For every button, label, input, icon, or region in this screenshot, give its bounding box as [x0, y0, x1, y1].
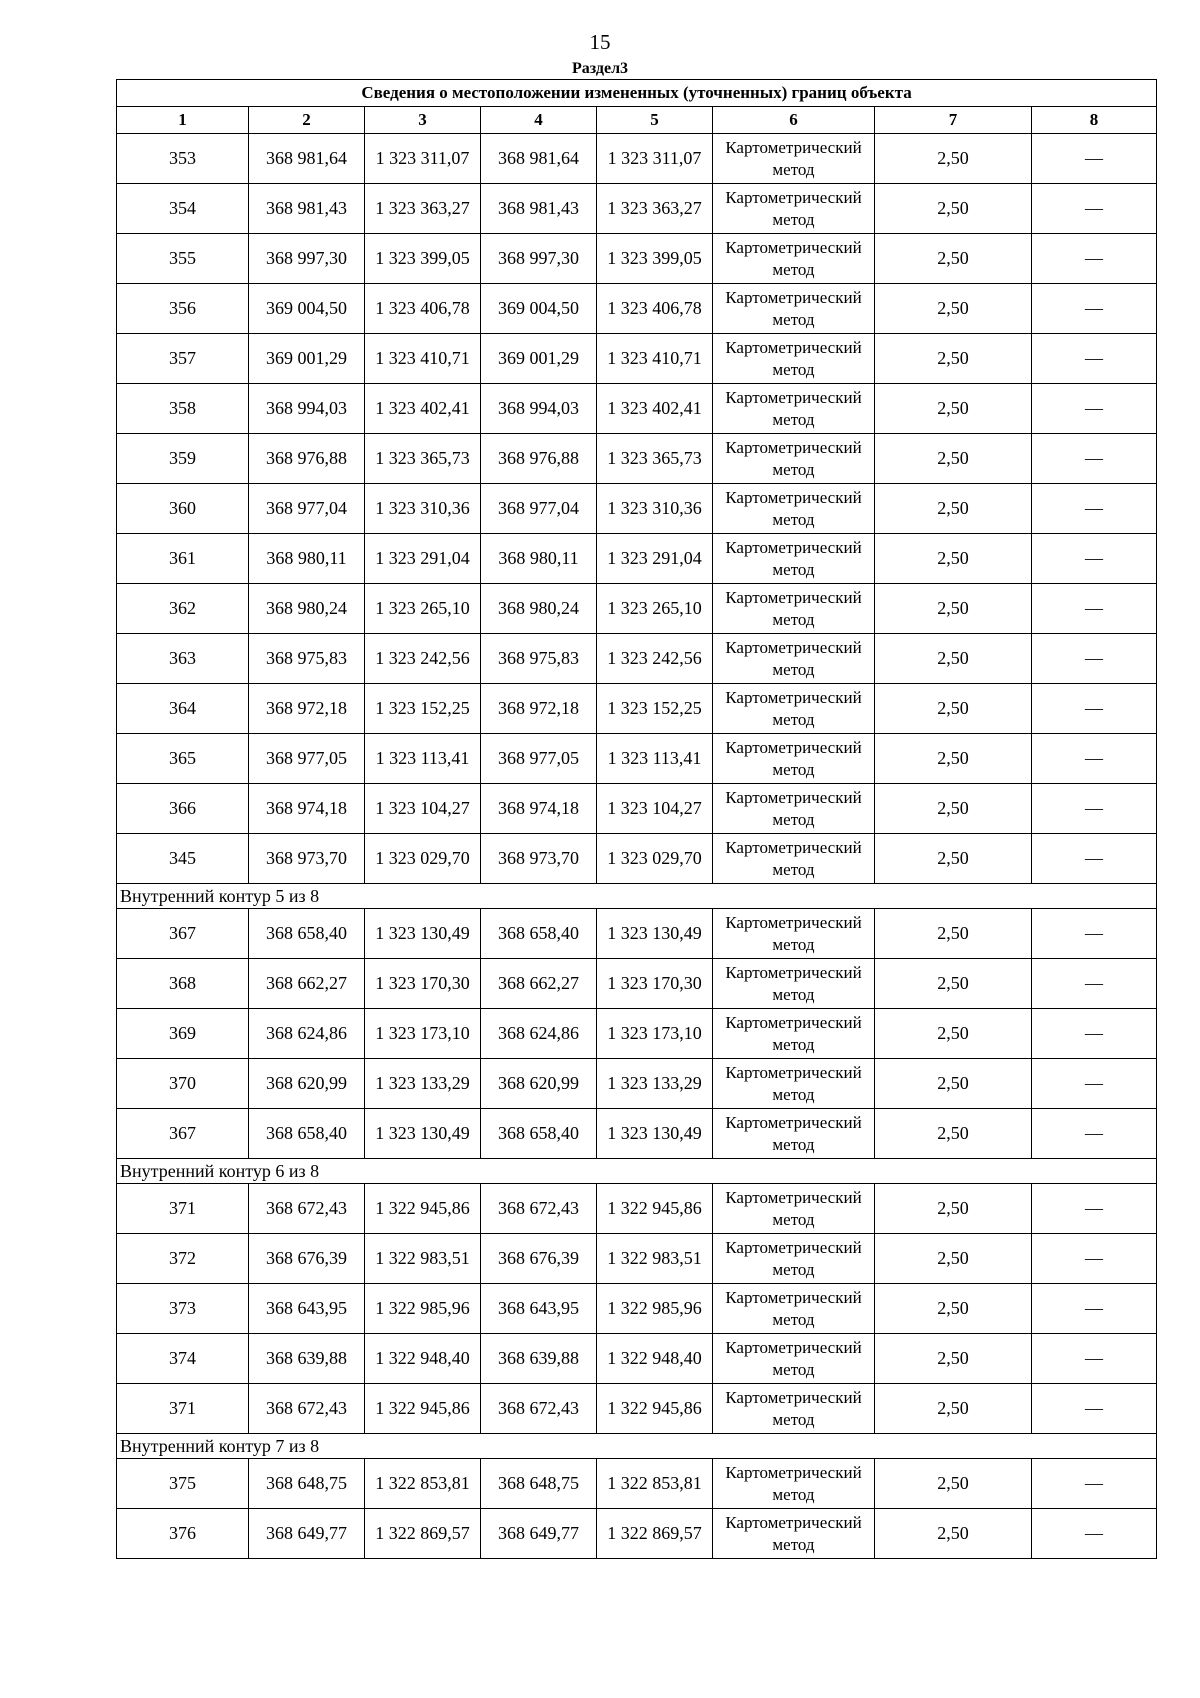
description-cell: —	[1032, 334, 1157, 384]
old-x-cell: 369 001,29	[249, 334, 365, 384]
old-x-cell: 368 975,83	[249, 634, 365, 684]
new-y-cell: 1 323 152,25	[597, 684, 713, 734]
old-x-cell: 368 980,24	[249, 584, 365, 634]
old-x-cell: 368 997,30	[249, 234, 365, 284]
column-number-cell: 7	[875, 107, 1032, 134]
accuracy-cell: 2,50	[875, 1059, 1032, 1109]
accuracy-cell: 2,50	[875, 784, 1032, 834]
old-y-cell: 1 323 311,07	[365, 134, 481, 184]
point-number-cell: 362	[117, 584, 249, 634]
new-x-cell: 368 980,24	[481, 584, 597, 634]
method-cell: Картометрический метод	[713, 684, 875, 734]
table-row	[117, 1284, 1157, 1334]
new-x-cell: 368 620,99	[481, 1059, 597, 1109]
table-row	[117, 184, 1157, 234]
method-cell: Картометрический метод	[713, 584, 875, 634]
new-y-cell: 1 323 399,05	[597, 234, 713, 284]
accuracy-cell: 2,50	[875, 1184, 1032, 1234]
method-cell: Картометрический метод	[713, 1509, 875, 1559]
method-cell: Картометрический метод	[713, 284, 875, 334]
method-cell: Картометрический метод	[713, 1184, 875, 1234]
description-cell: —	[1032, 284, 1157, 334]
point-number-cell: 367	[117, 1109, 249, 1159]
old-x-cell: 368 981,64	[249, 134, 365, 184]
new-x-cell: 368 972,18	[481, 684, 597, 734]
old-y-cell: 1 323 130,49	[365, 1109, 481, 1159]
accuracy-cell: 2,50	[875, 734, 1032, 784]
accuracy-cell: 2,50	[875, 834, 1032, 884]
method-cell: Картометрический метод	[713, 1059, 875, 1109]
new-x-cell: 368 672,43	[481, 1384, 597, 1434]
accuracy-cell: 2,50	[875, 184, 1032, 234]
method-cell: Картометрический метод	[713, 1384, 875, 1434]
accuracy-cell: 2,50	[875, 1334, 1032, 1384]
table-row	[117, 484, 1157, 534]
method-cell: Картометрический метод	[713, 1009, 875, 1059]
old-x-cell: 368 620,99	[249, 1059, 365, 1109]
accuracy-cell: 2,50	[875, 484, 1032, 534]
old-y-cell: 1 323 402,41	[365, 384, 481, 434]
new-x-cell: 368 975,83	[481, 634, 597, 684]
old-y-cell: 1 323 291,04	[365, 534, 481, 584]
table-row	[117, 534, 1157, 584]
old-x-cell: 368 980,11	[249, 534, 365, 584]
point-number-cell: 354	[117, 184, 249, 234]
point-number-cell: 372	[117, 1234, 249, 1284]
method-cell: Картометрический метод	[713, 834, 875, 884]
accuracy-cell: 2,50	[875, 909, 1032, 959]
old-y-cell: 1 323 029,70	[365, 834, 481, 884]
old-x-cell: 368 976,88	[249, 434, 365, 484]
column-number-row	[117, 107, 1157, 134]
old-y-cell: 1 322 985,96	[365, 1284, 481, 1334]
table-row	[117, 1184, 1157, 1234]
description-cell: —	[1032, 134, 1157, 184]
point-number-cell: 353	[117, 134, 249, 184]
table-row	[117, 784, 1157, 834]
new-y-cell: 1 323 291,04	[597, 534, 713, 584]
new-x-cell: 368 994,03	[481, 384, 597, 434]
description-cell: —	[1032, 684, 1157, 734]
old-y-cell: 1 322 945,86	[365, 1184, 481, 1234]
boundary-coordinates-table	[116, 79, 1157, 1559]
point-number-cell: 363	[117, 634, 249, 684]
new-y-cell: 1 323 104,27	[597, 784, 713, 834]
new-x-cell: 368 981,64	[481, 134, 597, 184]
table-row	[117, 334, 1157, 384]
old-y-cell: 1 323 104,27	[365, 784, 481, 834]
description-cell: —	[1032, 1059, 1157, 1109]
new-y-cell: 1 322 853,81	[597, 1459, 713, 1509]
point-number-cell: 373	[117, 1284, 249, 1334]
point-number-cell: 368	[117, 959, 249, 1009]
point-number-cell: 366	[117, 784, 249, 834]
table-row	[117, 434, 1157, 484]
point-number-cell: 361	[117, 534, 249, 584]
method-cell: Картометрический метод	[713, 909, 875, 959]
description-cell: —	[1032, 784, 1157, 834]
old-y-cell: 1 323 130,49	[365, 909, 481, 959]
point-number-cell: 357	[117, 334, 249, 384]
method-cell: Картометрический метод	[713, 484, 875, 534]
new-y-cell: 1 323 406,78	[597, 284, 713, 334]
point-number-cell: 367	[117, 909, 249, 959]
table-row	[117, 1459, 1157, 1509]
column-number-cell: 5	[597, 107, 713, 134]
contour-label: Внутренний контур 6 из 8	[117, 1159, 1157, 1184]
table-row	[117, 634, 1157, 684]
new-y-cell: 1 323 113,41	[597, 734, 713, 784]
description-cell: —	[1032, 484, 1157, 534]
new-x-cell: 368 974,18	[481, 784, 597, 834]
new-y-cell: 1 323 410,71	[597, 334, 713, 384]
old-x-cell: 368 662,27	[249, 959, 365, 1009]
new-x-cell: 368 648,75	[481, 1459, 597, 1509]
new-y-cell: 1 322 945,86	[597, 1384, 713, 1434]
method-cell: Картометрический метод	[713, 1284, 875, 1334]
old-x-cell: 368 977,05	[249, 734, 365, 784]
new-y-cell: 1 323 310,36	[597, 484, 713, 534]
table-row	[117, 909, 1157, 959]
old-x-cell: 368 676,39	[249, 1234, 365, 1284]
method-cell: Картометрический метод	[713, 734, 875, 784]
method-cell: Картометрический метод	[713, 234, 875, 284]
new-y-cell: 1 323 130,49	[597, 1109, 713, 1159]
table-row	[117, 284, 1157, 334]
table-caption-row	[117, 80, 1157, 107]
accuracy-cell: 2,50	[875, 1509, 1032, 1559]
new-y-cell: 1 323 173,10	[597, 1009, 713, 1059]
table-row	[117, 1509, 1157, 1559]
old-y-cell: 1 322 869,57	[365, 1509, 481, 1559]
table-row	[117, 959, 1157, 1009]
description-cell: —	[1032, 434, 1157, 484]
accuracy-cell: 2,50	[875, 684, 1032, 734]
new-y-cell: 1 323 365,73	[597, 434, 713, 484]
accuracy-cell: 2,50	[875, 1234, 1032, 1284]
point-number-cell: 360	[117, 484, 249, 534]
page-number: 15	[589, 30, 611, 54]
point-number-cell: 355	[117, 234, 249, 284]
contour-header-row	[117, 884, 1157, 909]
old-x-cell: 368 658,40	[249, 1109, 365, 1159]
new-y-cell: 1 322 983,51	[597, 1234, 713, 1284]
old-x-cell: 368 648,75	[249, 1459, 365, 1509]
description-cell: —	[1032, 1384, 1157, 1434]
contour-label: Внутренний контур 7 из 8	[117, 1434, 1157, 1459]
new-x-cell: 368 672,43	[481, 1184, 597, 1234]
old-y-cell: 1 322 945,86	[365, 1384, 481, 1434]
old-x-cell: 368 624,86	[249, 1009, 365, 1059]
new-x-cell: 368 976,88	[481, 434, 597, 484]
column-number-cell: 1	[117, 107, 249, 134]
table-row	[117, 234, 1157, 284]
description-cell: —	[1032, 634, 1157, 684]
new-y-cell: 1 323 130,49	[597, 909, 713, 959]
table-row	[117, 684, 1157, 734]
description-cell: —	[1032, 584, 1157, 634]
method-cell: Картометрический метод	[713, 134, 875, 184]
table-row	[117, 584, 1157, 634]
method-cell: Картометрический метод	[713, 384, 875, 434]
old-y-cell: 1 323 242,56	[365, 634, 481, 684]
description-cell: —	[1032, 834, 1157, 884]
point-number-cell: 356	[117, 284, 249, 334]
accuracy-cell: 2,50	[875, 959, 1032, 1009]
new-x-cell: 368 658,40	[481, 1109, 597, 1159]
method-cell: Картометрический метод	[713, 634, 875, 684]
old-y-cell: 1 322 948,40	[365, 1334, 481, 1384]
description-cell: —	[1032, 184, 1157, 234]
column-number-cell: 3	[365, 107, 481, 134]
new-x-cell: 368 624,86	[481, 1009, 597, 1059]
old-y-cell: 1 323 265,10	[365, 584, 481, 634]
table-row	[117, 1009, 1157, 1059]
new-y-cell: 1 323 311,07	[597, 134, 713, 184]
new-x-cell: 368 676,39	[481, 1234, 597, 1284]
accuracy-cell: 2,50	[875, 1009, 1032, 1059]
point-number-cell: 374	[117, 1334, 249, 1384]
old-y-cell: 1 323 173,10	[365, 1009, 481, 1059]
table-caption: Сведения о местоположении измененных (уточненных) границ объекта	[117, 80, 1157, 107]
old-y-cell: 1 323 365,73	[365, 434, 481, 484]
point-number-cell: 376	[117, 1509, 249, 1559]
new-y-cell: 1 323 265,10	[597, 584, 713, 634]
description-cell: —	[1032, 1234, 1157, 1284]
old-x-cell: 369 004,50	[249, 284, 365, 334]
accuracy-cell: 2,50	[875, 534, 1032, 584]
table-row	[117, 734, 1157, 784]
old-x-cell: 368 972,18	[249, 684, 365, 734]
method-cell: Картометрический метод	[713, 784, 875, 834]
new-y-cell: 1 323 133,29	[597, 1059, 713, 1109]
old-x-cell: 368 981,43	[249, 184, 365, 234]
description-cell: —	[1032, 1184, 1157, 1234]
new-x-cell: 368 977,05	[481, 734, 597, 784]
method-cell: Картометрический метод	[713, 1234, 875, 1284]
old-y-cell: 1 323 363,27	[365, 184, 481, 234]
accuracy-cell: 2,50	[875, 1284, 1032, 1334]
old-x-cell: 368 977,04	[249, 484, 365, 534]
method-cell: Картометрический метод	[713, 959, 875, 1009]
old-y-cell: 1 323 152,25	[365, 684, 481, 734]
method-cell: Картометрический метод	[713, 1109, 875, 1159]
point-number-cell: 364	[117, 684, 249, 734]
new-y-cell: 1 322 945,86	[597, 1184, 713, 1234]
new-x-cell: 368 977,04	[481, 484, 597, 534]
accuracy-cell: 2,50	[875, 134, 1032, 184]
old-x-cell: 368 974,18	[249, 784, 365, 834]
old-x-cell: 368 643,95	[249, 1284, 365, 1334]
method-cell: Картометрический метод	[713, 334, 875, 384]
point-number-cell: 371	[117, 1384, 249, 1434]
point-number-cell: 371	[117, 1184, 249, 1234]
column-number-cell: 6	[713, 107, 875, 134]
table-body	[117, 134, 1157, 1559]
new-x-cell: 369 004,50	[481, 284, 597, 334]
contour-header-row	[117, 1434, 1157, 1459]
accuracy-cell: 2,50	[875, 1384, 1032, 1434]
new-y-cell: 1 323 363,27	[597, 184, 713, 234]
table-row	[117, 834, 1157, 884]
section-title: Раздел3	[571, 60, 629, 77]
description-cell: —	[1032, 1284, 1157, 1334]
new-y-cell: 1 323 029,70	[597, 834, 713, 884]
method-cell: Картометрический метод	[713, 434, 875, 484]
description-cell: —	[1032, 1334, 1157, 1384]
old-y-cell: 1 323 133,29	[365, 1059, 481, 1109]
old-x-cell: 368 672,43	[249, 1384, 365, 1434]
accuracy-cell: 2,50	[875, 284, 1032, 334]
table-row	[117, 1234, 1157, 1284]
point-number-cell: 358	[117, 384, 249, 434]
description-cell: —	[1032, 1109, 1157, 1159]
table-row	[117, 134, 1157, 184]
method-cell: Картометрический метод	[713, 184, 875, 234]
accuracy-cell: 2,50	[875, 384, 1032, 434]
contour-label: Внутренний контур 5 из 8	[117, 884, 1157, 909]
old-x-cell: 368 658,40	[249, 909, 365, 959]
old-x-cell: 368 973,70	[249, 834, 365, 884]
description-cell: —	[1032, 1009, 1157, 1059]
new-x-cell: 368 662,27	[481, 959, 597, 1009]
old-x-cell: 368 639,88	[249, 1334, 365, 1384]
accuracy-cell: 2,50	[875, 634, 1032, 684]
new-x-cell: 368 639,88	[481, 1334, 597, 1384]
description-cell: —	[1032, 534, 1157, 584]
accuracy-cell: 2,50	[875, 334, 1032, 384]
old-x-cell: 368 672,43	[249, 1184, 365, 1234]
description-cell: —	[1032, 909, 1157, 959]
new-x-cell: 368 643,95	[481, 1284, 597, 1334]
new-y-cell: 1 323 242,56	[597, 634, 713, 684]
accuracy-cell: 2,50	[875, 434, 1032, 484]
table-row	[117, 384, 1157, 434]
column-number-cell: 4	[481, 107, 597, 134]
accuracy-cell: 2,50	[875, 1109, 1032, 1159]
description-cell: —	[1032, 234, 1157, 284]
point-number-cell: 375	[117, 1459, 249, 1509]
new-x-cell: 368 981,43	[481, 184, 597, 234]
method-cell: Картометрический метод	[713, 1459, 875, 1509]
table-row	[117, 1109, 1157, 1159]
description-cell: —	[1032, 384, 1157, 434]
description-cell: —	[1032, 1459, 1157, 1509]
old-y-cell: 1 322 983,51	[365, 1234, 481, 1284]
old-y-cell: 1 323 410,71	[365, 334, 481, 384]
method-cell: Картометрический метод	[713, 534, 875, 584]
new-y-cell: 1 323 402,41	[597, 384, 713, 434]
column-number-cell: 8	[1032, 107, 1157, 134]
old-x-cell: 368 649,77	[249, 1509, 365, 1559]
new-x-cell: 368 658,40	[481, 909, 597, 959]
table-row	[117, 1334, 1157, 1384]
point-number-cell: 359	[117, 434, 249, 484]
new-y-cell: 1 322 985,96	[597, 1284, 713, 1334]
contour-header-row	[117, 1159, 1157, 1184]
description-cell: —	[1032, 959, 1157, 1009]
description-cell: —	[1032, 1509, 1157, 1559]
new-y-cell: 1 322 948,40	[597, 1334, 713, 1384]
new-x-cell: 368 973,70	[481, 834, 597, 884]
new-x-cell: 368 980,11	[481, 534, 597, 584]
method-cell: Картометрический метод	[713, 1334, 875, 1384]
new-x-cell: 368 649,77	[481, 1509, 597, 1559]
column-number-cell: 2	[249, 107, 365, 134]
new-y-cell: 1 323 170,30	[597, 959, 713, 1009]
description-cell: —	[1032, 734, 1157, 784]
accuracy-cell: 2,50	[875, 234, 1032, 284]
old-y-cell: 1 323 310,36	[365, 484, 481, 534]
point-number-cell: 365	[117, 734, 249, 784]
table-row	[117, 1384, 1157, 1434]
table-row	[117, 1059, 1157, 1109]
old-y-cell: 1 323 406,78	[365, 284, 481, 334]
accuracy-cell: 2,50	[875, 1459, 1032, 1509]
old-y-cell: 1 323 170,30	[365, 959, 481, 1009]
new-x-cell: 369 001,29	[481, 334, 597, 384]
old-y-cell: 1 322 853,81	[365, 1459, 481, 1509]
point-number-cell: 345	[117, 834, 249, 884]
new-x-cell: 368 997,30	[481, 234, 597, 284]
point-number-cell: 370	[117, 1059, 249, 1109]
old-y-cell: 1 323 399,05	[365, 234, 481, 284]
accuracy-cell: 2,50	[875, 584, 1032, 634]
new-y-cell: 1 322 869,57	[597, 1509, 713, 1559]
old-x-cell: 368 994,03	[249, 384, 365, 434]
point-number-cell: 369	[117, 1009, 249, 1059]
old-y-cell: 1 323 113,41	[365, 734, 481, 784]
